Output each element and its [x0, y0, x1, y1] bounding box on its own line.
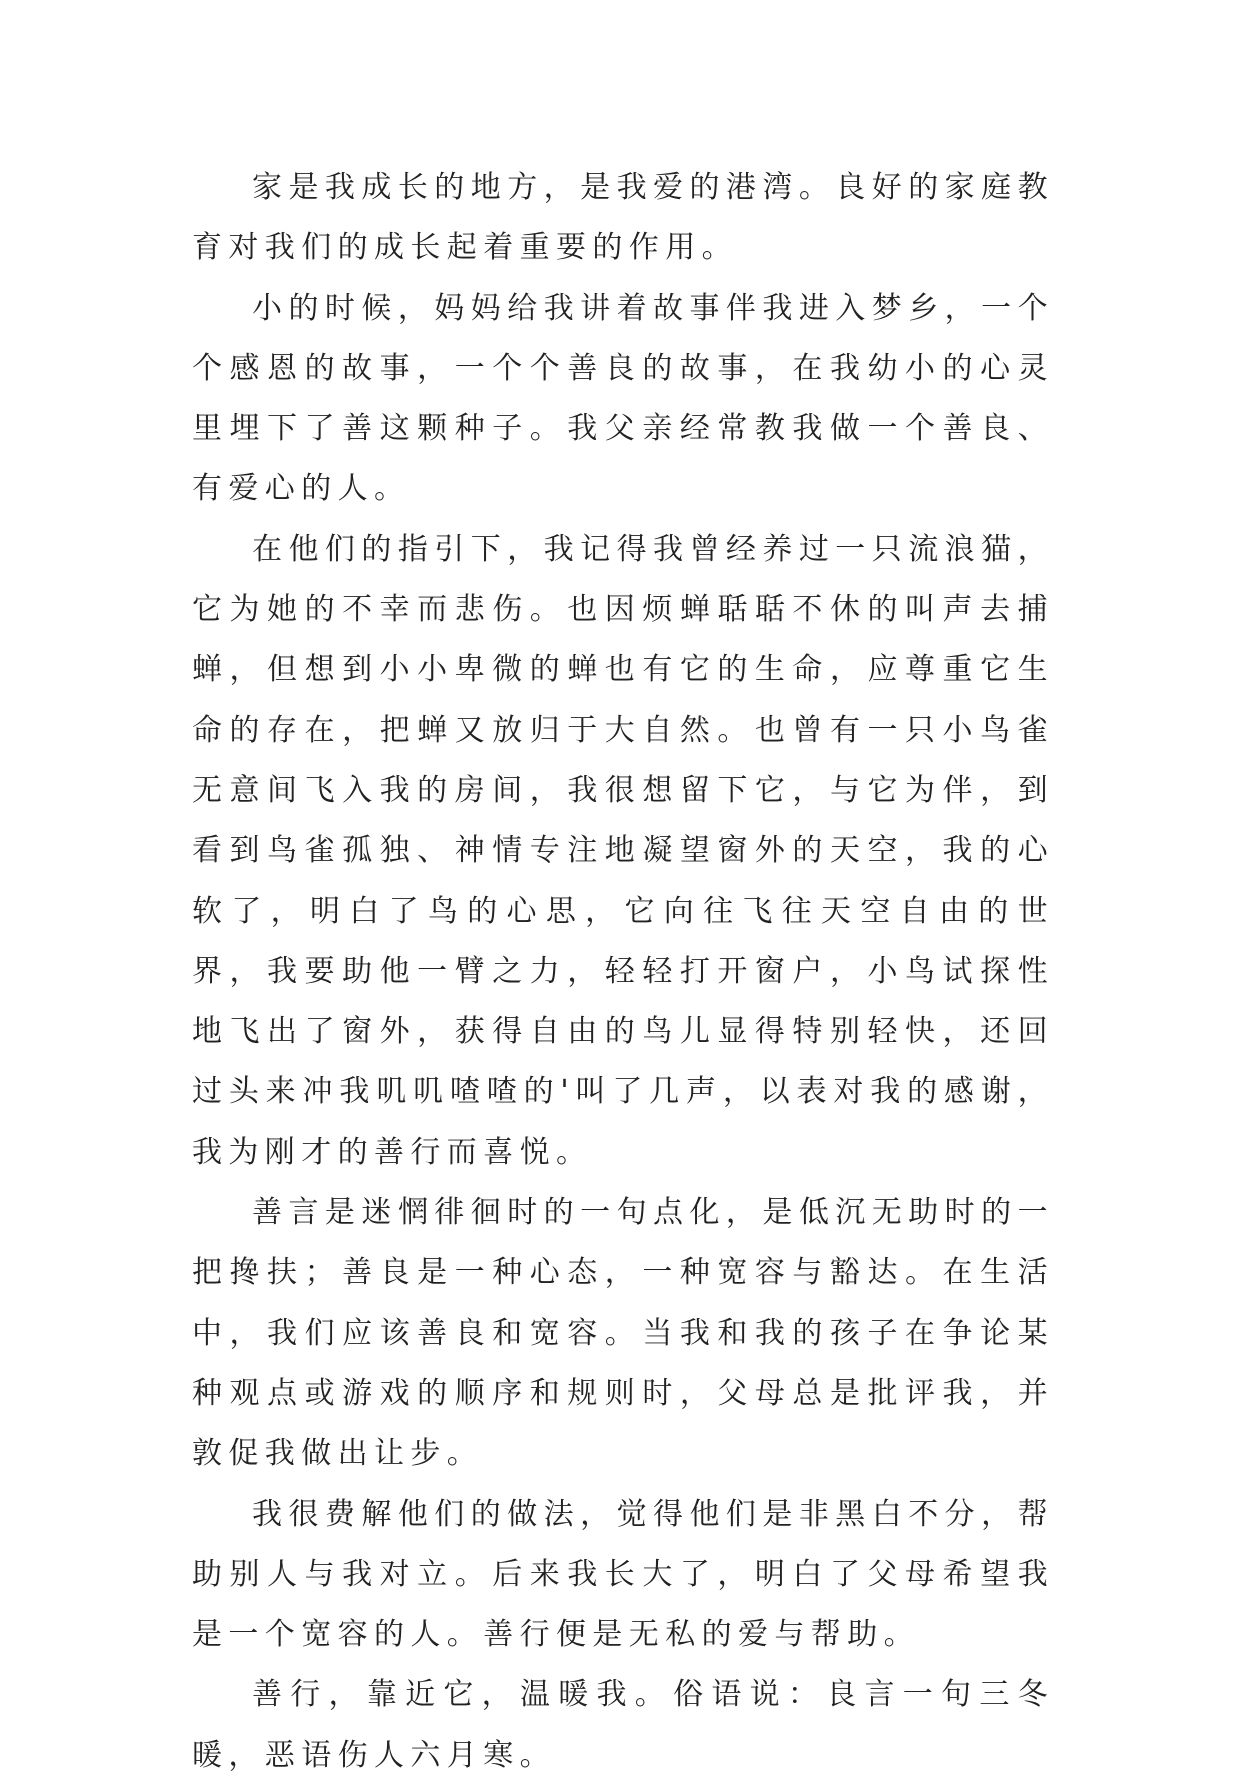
paragraph-1: 家是我成长的地方，是我爱的港湾。良好的家庭教育对我们的成长起着重要的作用。	[192, 170, 1054, 266]
paragraph-4: 善言是迷惘徘徊时的一句点化，是低沉无助时的一把搀扶；善良是一种心态，一种宽容与豁达。在生活中，我们应该善良和宽容。当我和我的孩子在争论某种观点或游戏的顺序和规则时，父母总是批评我，并敦促我做出让步。	[192, 1195, 1054, 1472]
paragraph-6: 善行，靠近它，温暖我。俗语说：良言一句三冬暖，恶语伤人六月寒。	[192, 1677, 1054, 1773]
paragraph-5: 我很费解他们的做法，觉得他们是非黑白不分，帮助别人与我对立。后来我长大了，明白了父母希望我是一个宽容的人。善行便是无私的爱与帮助。	[192, 1496, 1054, 1653]
paragraph-2: 小的时候，妈妈给我讲着故事伴我进入梦乡，一个个感恩的故事，一个个善良的故事，在我幼小的心灵里埋下了善这颗种子。我父亲经常教我做一个善良、有爱心的人。	[192, 290, 1054, 507]
paragraph-3: 在他们的指引下，我记得我曾经养过一只流浪猫，它为她的不幸而悲伤。也因烦蝉聒聒不休的叫声去捕蝉，但想到小小卑微的蝉也有它的生命，应尊重它生命的存在，把蝉又放归于大自然。也曾有一只小鸟雀无意间飞入我的房间，我很想留下它，与它为伴，到看到鸟雀孤独、神情专注地凝望窗外的天空，我的心软了，明白了鸟的心思，它向往飞往天空自由的世界，我要助他一臂之力，轻轻打开窗户，小鸟试探性地飞出了窗外，获得自由的鸟儿显得特别轻快，还回过头来冲我叽叽喳喳的'叫了几声，以表对我的感谢，我为刚才的善行而喜悦。	[192, 531, 1054, 1170]
document-body	[192, 158, 1054, 1786]
